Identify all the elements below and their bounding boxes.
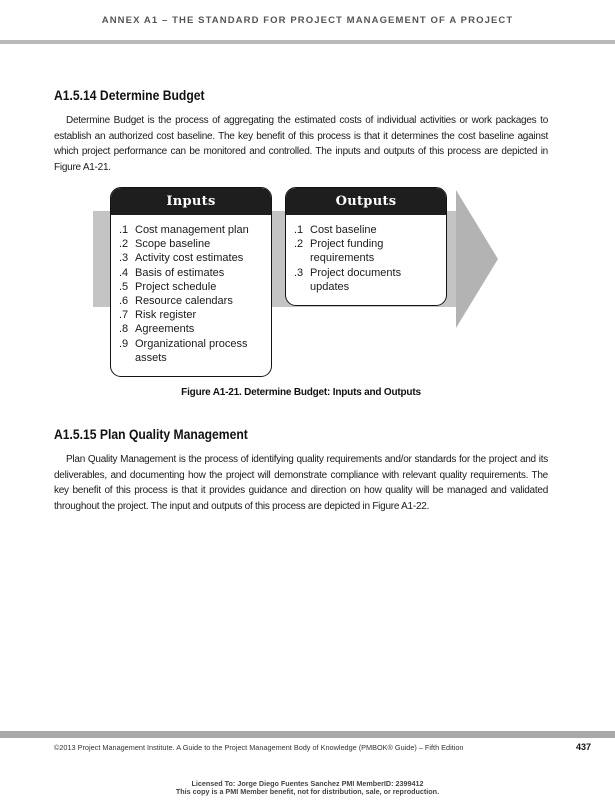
input-item-number: .2 [119, 238, 129, 251]
input-item-number: .9 [119, 337, 129, 350]
input-item-text: Organizational process assets [135, 337, 248, 364]
figure-caption: Figure A1-21. Determine Budget: Inputs and Outputs [181, 387, 421, 398]
input-item [119, 294, 265, 308]
footer-rule [0, 731, 615, 738]
input-item-text: Project schedule [135, 280, 217, 293]
footer-copyright: ©2013 Project Management Institute. A Guide to the Project Management Body of Knowledge (PMBOK® Guide) – Fifth Edition [54, 743, 464, 752]
input-item-number: .5 [119, 280, 129, 293]
output-item-text: Cost baseline [310, 224, 377, 236]
outputs-list [286, 215, 446, 294]
input-item [119, 337, 265, 365]
outputs-title: Outputs [286, 188, 446, 215]
input-item-number: .7 [119, 309, 129, 322]
input-item-text: Activity cost estimates [135, 252, 244, 265]
input-item-number: .6 [119, 295, 129, 308]
output-item-number: .3 [294, 266, 304, 279]
input-item-number: .8 [119, 323, 129, 336]
license-line-1: Licensed To: Jorge Diego Fuentes Sanchez PMI MemberID: 2399412 [191, 779, 424, 788]
inputs-title: Inputs [111, 188, 271, 215]
input-item [119, 308, 265, 322]
section-paragraph-plan-quality-management: Plan Quality Management is the process of identifying quality requirements and/or standards for the project and its deliverables, and documenting how the project will demonstrate compliance with relevant quality requirements. The key benefit of this process is that it provides guidance and direction on how quality will be managed and validated throughout the project. The input and outputs of this process are depicted in Figure A1-22. [54, 454, 548, 512]
outputs-box [285, 187, 447, 306]
inputs-box [110, 187, 272, 377]
input-item-text: Agreements [135, 323, 195, 336]
output-item [294, 237, 440, 265]
output-item [294, 266, 440, 294]
input-item-text: Scope baseline [135, 238, 211, 251]
input-item [119, 251, 265, 265]
input-item-text: Cost management plan [135, 224, 249, 236]
process-arrow-head [456, 190, 498, 328]
section-paragraph-determine-budget: Determine Budget is the process of aggregating the estimated costs of individual activities or work packages to establish an authorized cost baseline. The key benefit of this process is that it determines the cost baseline against which project performance can be monitored and controlled. The inputs and outputs of this process are depicted in Figure A1-21. [54, 115, 548, 173]
input-item [119, 223, 265, 237]
input-item [119, 280, 265, 294]
output-item [294, 223, 440, 237]
input-item-number: .3 [119, 252, 129, 265]
input-item-text: Resource calendars [135, 295, 233, 308]
output-item-number: .2 [294, 238, 304, 251]
input-item [119, 237, 265, 251]
input-item-number: .1 [119, 224, 129, 236]
output-item-text: Project documents updates [310, 266, 402, 293]
running-header: ANNEX A1 – THE STANDARD FOR PROJECT MANAGEMENT OF A PROJECT [101, 15, 514, 26]
license-line-2: This copy is a PMI Member benefit, not for distribution, sale, or reproduction. [175, 787, 440, 796]
header-rule [0, 40, 615, 44]
page-number: 437 [576, 742, 592, 752]
input-item-text: Basis of estimates [135, 266, 225, 279]
input-item-number: .4 [119, 266, 129, 279]
input-item-text: Risk register [135, 309, 197, 322]
output-item-number: .1 [294, 224, 304, 236]
section-heading-plan-quality-management: A1.5.15 Plan Quality Management [54, 427, 248, 442]
section-heading-determine-budget: A1.5.14 Determine Budget [54, 88, 205, 103]
input-item [119, 322, 265, 336]
input-item [119, 266, 265, 280]
inputs-list [111, 215, 271, 365]
output-item-text: Project funding requirements [310, 238, 384, 265]
